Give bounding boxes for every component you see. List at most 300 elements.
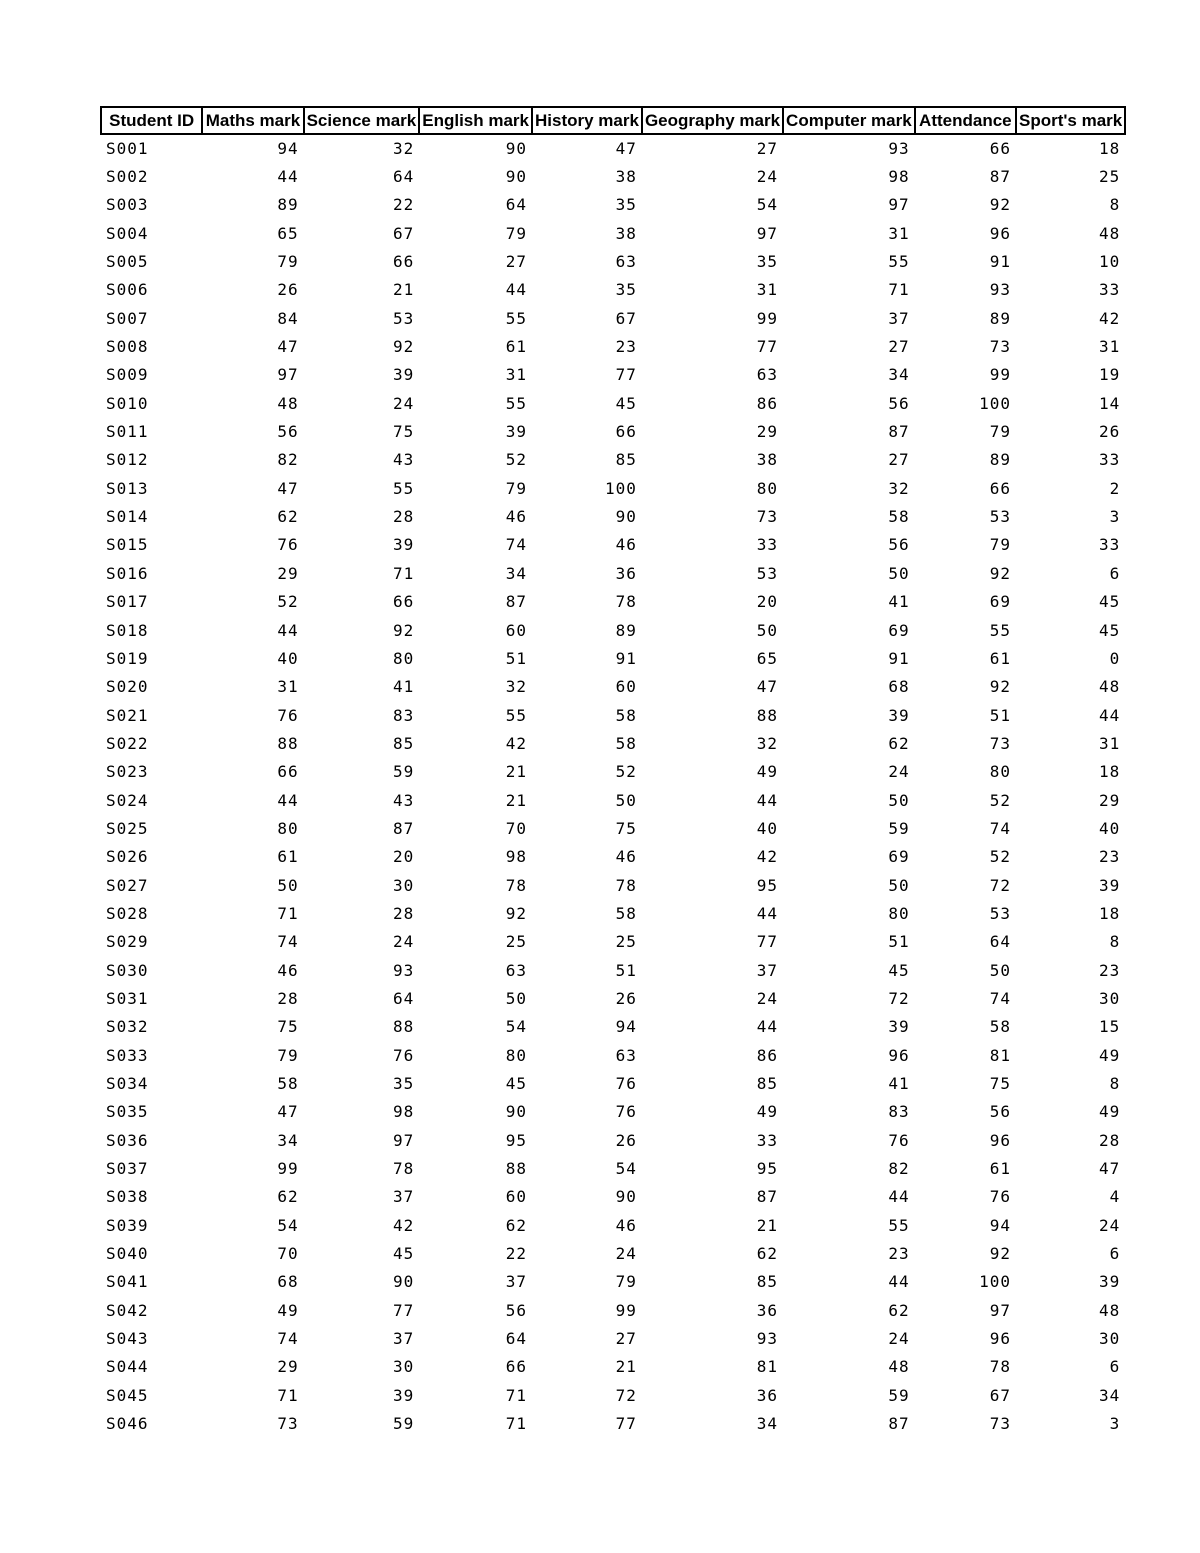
mark-cell: 60 bbox=[505, 1187, 527, 1207]
mark-cell: 48 bbox=[888, 1357, 910, 1377]
mark-cell: 77 bbox=[756, 337, 779, 357]
mark-cell: 44 bbox=[756, 790, 779, 810]
student-id-cell: S011 bbox=[106, 422, 149, 442]
student-marks-table bbox=[100, 106, 1126, 1438]
table-row bbox=[101, 247, 1125, 275]
mark-cell: 93 bbox=[888, 139, 910, 159]
table-row bbox=[101, 1268, 1125, 1296]
mark-cell: 43 bbox=[392, 450, 415, 470]
mark-cell: 67 bbox=[615, 308, 637, 328]
mark-cell: 59 bbox=[392, 1414, 415, 1434]
mark-cell: 80 bbox=[392, 648, 415, 668]
mark-cell: 21 bbox=[615, 1357, 637, 1377]
mark-cell: 29 bbox=[1098, 790, 1121, 810]
mark-cell: 53 bbox=[756, 563, 779, 583]
mark-cell: 78 bbox=[615, 592, 637, 612]
mark-cell: 76 bbox=[277, 535, 299, 555]
mark-cell: 44 bbox=[277, 620, 299, 640]
mark-cell: 56 bbox=[888, 535, 910, 555]
mark-cell: 93 bbox=[989, 280, 1011, 300]
mark-cell: 47 bbox=[277, 337, 299, 357]
student-id-cell: S006 bbox=[106, 280, 149, 300]
english-mark-header: English mark bbox=[419, 107, 532, 134]
mark-cell: 87 bbox=[989, 167, 1011, 187]
mark-cell: 69 bbox=[888, 620, 910, 640]
mark-cell: 49 bbox=[1098, 1045, 1121, 1065]
mark-cell: 75 bbox=[392, 422, 415, 442]
mark-cell: 40 bbox=[756, 818, 779, 838]
mark-cell: 93 bbox=[392, 960, 415, 980]
mark-cell: 54 bbox=[756, 195, 779, 215]
mark-cell: 86 bbox=[756, 1045, 779, 1065]
mark-cell: 62 bbox=[888, 733, 910, 753]
mark-cell: 33 bbox=[1098, 280, 1121, 300]
mark-cell: 25 bbox=[615, 932, 637, 952]
mark-cell: 45 bbox=[1098, 592, 1121, 612]
mark-cell: 80 bbox=[277, 818, 299, 838]
student-id-cell: S036 bbox=[106, 1130, 149, 1150]
mark-cell: 6 bbox=[1109, 563, 1121, 583]
mark-cell: 3 bbox=[1109, 1414, 1121, 1434]
student-id-cell: S037 bbox=[106, 1159, 149, 1179]
mark-cell: 72 bbox=[888, 988, 910, 1008]
mark-cell: 49 bbox=[756, 762, 779, 782]
student-id-cell: S008 bbox=[106, 337, 149, 357]
mark-cell: 50 bbox=[756, 620, 779, 640]
student-id-cell: S041 bbox=[106, 1272, 149, 1292]
mark-cell: 8 bbox=[1109, 932, 1121, 952]
mark-cell: 8 bbox=[1109, 1074, 1121, 1094]
mark-cell: 51 bbox=[615, 960, 637, 980]
mark-cell: 92 bbox=[505, 903, 527, 923]
mark-cell: 29 bbox=[277, 1357, 299, 1377]
mark-cell: 0 bbox=[1109, 648, 1121, 668]
mark-cell: 42 bbox=[756, 847, 779, 867]
mark-cell: 58 bbox=[989, 1017, 1011, 1037]
mark-cell: 89 bbox=[615, 620, 637, 640]
mark-cell: 69 bbox=[989, 592, 1011, 612]
mark-cell: 95 bbox=[505, 1130, 527, 1150]
mark-cell: 46 bbox=[505, 507, 527, 527]
mark-cell: 55 bbox=[888, 252, 910, 272]
mark-cell: 50 bbox=[505, 988, 527, 1008]
mark-cell: 10 bbox=[1098, 252, 1121, 272]
table-row bbox=[101, 1154, 1125, 1182]
mark-cell: 43 bbox=[392, 790, 415, 810]
mark-cell: 30 bbox=[1098, 988, 1121, 1008]
mark-cell: 67 bbox=[392, 223, 415, 243]
mark-cell: 23 bbox=[888, 1244, 910, 1264]
mark-cell: 59 bbox=[888, 1385, 910, 1405]
mark-cell: 26 bbox=[615, 1130, 637, 1150]
table-row bbox=[101, 673, 1125, 701]
mark-cell: 41 bbox=[888, 592, 910, 612]
mark-cell: 94 bbox=[989, 1215, 1011, 1235]
mark-cell: 28 bbox=[277, 988, 299, 1008]
table-row bbox=[101, 899, 1125, 927]
mark-cell: 66 bbox=[989, 478, 1011, 498]
mark-cell: 37 bbox=[505, 1272, 527, 1292]
mark-cell: 24 bbox=[615, 1244, 637, 1264]
mark-cell: 35 bbox=[392, 1074, 415, 1094]
mark-cell: 18 bbox=[1098, 903, 1121, 923]
student-id-cell: S038 bbox=[106, 1187, 149, 1207]
mark-cell: 25 bbox=[1098, 167, 1121, 187]
mark-cell: 47 bbox=[277, 1102, 299, 1122]
mark-cell: 74 bbox=[277, 932, 299, 952]
mark-cell: 42 bbox=[1098, 308, 1121, 328]
mark-cell: 71 bbox=[277, 903, 299, 923]
table-row bbox=[101, 701, 1125, 729]
mark-cell: 63 bbox=[615, 1045, 637, 1065]
mark-cell: 27 bbox=[756, 139, 779, 159]
student-id-cell: S017 bbox=[106, 592, 149, 612]
sports-mark-header: Sport's mark bbox=[1016, 107, 1125, 134]
mark-cell: 71 bbox=[392, 563, 415, 583]
mark-cell: 21 bbox=[756, 1215, 779, 1235]
mark-cell: 39 bbox=[1098, 875, 1121, 895]
mark-cell: 24 bbox=[756, 167, 779, 187]
student-id-cell: S034 bbox=[106, 1074, 149, 1094]
mark-cell: 22 bbox=[505, 1244, 527, 1264]
table-row bbox=[101, 928, 1125, 956]
table-row bbox=[101, 332, 1125, 360]
mark-cell: 90 bbox=[505, 167, 527, 187]
mark-cell: 42 bbox=[392, 1215, 415, 1235]
mark-cell: 64 bbox=[392, 988, 415, 1008]
mark-cell: 37 bbox=[888, 308, 910, 328]
mark-cell: 31 bbox=[756, 280, 779, 300]
mark-cell: 37 bbox=[392, 1329, 415, 1349]
table-row bbox=[101, 361, 1125, 389]
mark-cell: 64 bbox=[989, 932, 1011, 952]
mark-cell: 34 bbox=[505, 563, 527, 583]
table-row bbox=[101, 502, 1125, 530]
table-row bbox=[101, 1409, 1125, 1437]
mark-cell: 61 bbox=[277, 847, 299, 867]
mark-cell: 80 bbox=[888, 903, 910, 923]
student-id-cell: S021 bbox=[106, 705, 149, 725]
mark-cell: 53 bbox=[989, 507, 1011, 527]
mark-cell: 69 bbox=[888, 847, 910, 867]
mark-cell: 23 bbox=[615, 337, 637, 357]
mark-cell: 39 bbox=[392, 365, 415, 385]
mark-cell: 55 bbox=[505, 705, 527, 725]
mark-cell: 48 bbox=[1098, 1300, 1121, 1320]
mark-cell: 76 bbox=[888, 1130, 910, 1150]
mark-cell: 78 bbox=[505, 875, 527, 895]
student-id-cell: S016 bbox=[106, 563, 149, 583]
mark-cell: 26 bbox=[277, 280, 299, 300]
mark-cell: 65 bbox=[756, 648, 779, 668]
mark-cell: 87 bbox=[756, 1187, 779, 1207]
mark-cell: 39 bbox=[888, 1017, 910, 1037]
mark-cell: 45 bbox=[1098, 620, 1121, 640]
mark-cell: 83 bbox=[392, 705, 415, 725]
mark-cell: 33 bbox=[1098, 450, 1121, 470]
mark-cell: 32 bbox=[505, 677, 527, 697]
mark-cell: 44 bbox=[756, 1017, 779, 1037]
mark-cell: 72 bbox=[615, 1385, 637, 1405]
mark-cell: 84 bbox=[277, 308, 299, 328]
mark-cell: 74 bbox=[505, 535, 527, 555]
student-id-cell: S027 bbox=[106, 875, 149, 895]
mark-cell: 63 bbox=[756, 365, 779, 385]
student-id-cell: S026 bbox=[106, 847, 149, 867]
mark-cell: 47 bbox=[277, 478, 299, 498]
mark-cell: 79 bbox=[277, 1045, 299, 1065]
mark-cell: 64 bbox=[392, 167, 415, 187]
table-row bbox=[101, 984, 1125, 1012]
student-id-cell: S042 bbox=[106, 1300, 149, 1320]
student-id-cell: S009 bbox=[106, 365, 149, 385]
table-row bbox=[101, 843, 1125, 871]
table-row bbox=[101, 417, 1125, 445]
mark-cell: 26 bbox=[1098, 422, 1121, 442]
mark-cell: 62 bbox=[505, 1215, 527, 1235]
mark-cell: 85 bbox=[615, 450, 637, 470]
mark-cell: 48 bbox=[1098, 223, 1121, 243]
mark-cell: 73 bbox=[277, 1414, 299, 1434]
mark-cell: 48 bbox=[277, 393, 299, 413]
student-id-cell: S014 bbox=[106, 507, 149, 527]
mark-cell: 76 bbox=[615, 1102, 637, 1122]
mark-cell: 65 bbox=[277, 223, 299, 243]
mark-cell: 97 bbox=[277, 365, 299, 385]
mark-cell: 36 bbox=[756, 1300, 779, 1320]
table-body bbox=[101, 134, 1125, 1438]
mark-cell: 98 bbox=[505, 847, 527, 867]
mark-cell: 71 bbox=[277, 1385, 299, 1405]
mark-cell: 22 bbox=[392, 195, 415, 215]
mark-cell: 66 bbox=[277, 762, 299, 782]
mark-cell: 56 bbox=[505, 1300, 527, 1320]
science-mark-header: Science mark bbox=[304, 107, 420, 134]
mark-cell: 90 bbox=[505, 1102, 527, 1122]
student-id-cell: S020 bbox=[106, 677, 149, 697]
mark-cell: 4 bbox=[1109, 1187, 1121, 1207]
student-id-cell: S023 bbox=[106, 762, 149, 782]
mark-cell: 32 bbox=[888, 478, 910, 498]
mark-cell: 54 bbox=[277, 1215, 299, 1235]
mark-cell: 80 bbox=[989, 762, 1011, 782]
mark-cell: 61 bbox=[505, 337, 527, 357]
maths-mark-header: Maths mark bbox=[202, 107, 303, 134]
table-row bbox=[101, 1211, 1125, 1239]
mark-cell: 21 bbox=[505, 762, 527, 782]
mark-cell: 76 bbox=[392, 1045, 415, 1065]
mark-cell: 25 bbox=[505, 932, 527, 952]
mark-cell: 34 bbox=[888, 365, 910, 385]
mark-cell: 60 bbox=[615, 677, 637, 697]
mark-cell: 58 bbox=[615, 705, 637, 725]
mark-cell: 50 bbox=[989, 960, 1011, 980]
mark-cell: 27 bbox=[888, 337, 910, 357]
table-row bbox=[101, 1239, 1125, 1267]
student-id-cell: S022 bbox=[106, 733, 149, 753]
mark-cell: 80 bbox=[505, 1045, 527, 1065]
mark-cell: 24 bbox=[392, 393, 415, 413]
mark-cell: 79 bbox=[505, 223, 527, 243]
mark-cell: 80 bbox=[756, 478, 779, 498]
mark-cell: 46 bbox=[615, 847, 637, 867]
mark-cell: 79 bbox=[277, 252, 299, 272]
mark-cell: 97 bbox=[756, 223, 779, 243]
mark-cell: 83 bbox=[888, 1102, 910, 1122]
mark-cell: 85 bbox=[392, 733, 415, 753]
mark-cell: 72 bbox=[989, 875, 1011, 895]
mark-cell: 99 bbox=[756, 308, 779, 328]
mark-cell: 8 bbox=[1109, 195, 1121, 215]
table-row bbox=[101, 871, 1125, 899]
mark-cell: 62 bbox=[277, 507, 299, 527]
mark-cell: 52 bbox=[615, 762, 637, 782]
mark-cell: 79 bbox=[989, 422, 1011, 442]
mark-cell: 23 bbox=[1098, 847, 1121, 867]
student-id-cell: S044 bbox=[106, 1357, 149, 1377]
student-id-cell: S018 bbox=[106, 620, 149, 640]
mark-cell: 96 bbox=[989, 1130, 1011, 1150]
table-row bbox=[101, 1098, 1125, 1126]
student-id-cell: S025 bbox=[106, 818, 149, 838]
mark-cell: 24 bbox=[756, 988, 779, 1008]
mark-cell: 51 bbox=[989, 705, 1011, 725]
mark-cell: 67 bbox=[989, 1385, 1011, 1405]
mark-cell: 100 bbox=[979, 1272, 1011, 1292]
table-row bbox=[101, 1069, 1125, 1097]
table-row bbox=[101, 531, 1125, 559]
mark-cell: 50 bbox=[888, 563, 910, 583]
table-row bbox=[101, 446, 1125, 474]
mark-cell: 30 bbox=[1098, 1329, 1121, 1349]
mark-cell: 38 bbox=[756, 450, 779, 470]
mark-cell: 68 bbox=[888, 677, 910, 697]
mark-cell: 27 bbox=[888, 450, 910, 470]
mark-cell: 99 bbox=[277, 1159, 299, 1179]
table-row bbox=[101, 559, 1125, 587]
table-row bbox=[101, 1353, 1125, 1381]
mark-cell: 96 bbox=[888, 1045, 910, 1065]
mark-cell: 55 bbox=[505, 393, 527, 413]
mark-cell: 45 bbox=[888, 960, 910, 980]
mark-cell: 50 bbox=[615, 790, 637, 810]
mark-cell: 76 bbox=[615, 1074, 637, 1094]
student-id-cell: S002 bbox=[106, 167, 149, 187]
mark-cell: 23 bbox=[1098, 960, 1121, 980]
mark-cell: 87 bbox=[888, 422, 910, 442]
mark-cell: 56 bbox=[989, 1102, 1011, 1122]
table-row bbox=[101, 134, 1125, 162]
mark-cell: 49 bbox=[1098, 1102, 1121, 1122]
mark-cell: 44 bbox=[888, 1272, 910, 1292]
mark-cell: 36 bbox=[615, 563, 637, 583]
mark-cell: 28 bbox=[392, 507, 415, 527]
mark-cell: 49 bbox=[277, 1300, 299, 1320]
mark-cell: 99 bbox=[989, 365, 1011, 385]
student-id-cell: S015 bbox=[106, 535, 149, 555]
mark-cell: 31 bbox=[505, 365, 527, 385]
mark-cell: 24 bbox=[888, 762, 910, 782]
mark-cell: 66 bbox=[615, 422, 637, 442]
mark-cell: 73 bbox=[989, 733, 1011, 753]
mark-cell: 44 bbox=[277, 167, 299, 187]
student-id-cell: S046 bbox=[106, 1414, 149, 1434]
mark-cell: 35 bbox=[756, 252, 779, 272]
mark-cell: 3 bbox=[1109, 507, 1121, 527]
mark-cell: 46 bbox=[277, 960, 299, 980]
student-id-cell: S039 bbox=[106, 1215, 149, 1235]
mark-cell: 92 bbox=[392, 620, 415, 640]
table-row bbox=[101, 389, 1125, 417]
mark-cell: 35 bbox=[615, 280, 637, 300]
mark-cell: 77 bbox=[756, 932, 779, 952]
mark-cell: 61 bbox=[989, 1159, 1011, 1179]
mark-cell: 58 bbox=[615, 903, 637, 923]
mark-cell: 99 bbox=[615, 1300, 637, 1320]
table-row bbox=[101, 1324, 1125, 1352]
mark-cell: 33 bbox=[756, 1130, 779, 1150]
mark-cell: 44 bbox=[1098, 705, 1121, 725]
mark-cell: 42 bbox=[505, 733, 527, 753]
mark-cell: 90 bbox=[392, 1272, 415, 1292]
mark-cell: 73 bbox=[989, 337, 1011, 357]
mark-cell: 63 bbox=[615, 252, 637, 272]
table-row bbox=[101, 1296, 1125, 1324]
mark-cell: 79 bbox=[615, 1272, 637, 1292]
mark-cell: 81 bbox=[756, 1357, 779, 1377]
mark-cell: 70 bbox=[277, 1244, 299, 1264]
mark-cell: 33 bbox=[1098, 535, 1121, 555]
table-row bbox=[101, 644, 1125, 672]
mark-cell: 44 bbox=[756, 903, 779, 923]
mark-cell: 77 bbox=[615, 1414, 637, 1434]
mark-cell: 76 bbox=[277, 705, 299, 725]
table-row bbox=[101, 1041, 1125, 1069]
header-row bbox=[101, 107, 1125, 134]
student-id-cell: S004 bbox=[106, 223, 149, 243]
student-id-cell: S033 bbox=[106, 1045, 149, 1065]
mark-cell: 32 bbox=[392, 139, 415, 159]
student-id-cell: S028 bbox=[106, 903, 149, 923]
mark-cell: 90 bbox=[615, 1187, 637, 1207]
mark-cell: 44 bbox=[277, 790, 299, 810]
mark-cell: 87 bbox=[505, 592, 527, 612]
mark-cell: 27 bbox=[505, 252, 527, 272]
mark-cell: 2 bbox=[1109, 478, 1121, 498]
mark-cell: 24 bbox=[1098, 1215, 1121, 1235]
mark-cell: 46 bbox=[615, 535, 637, 555]
mark-cell: 52 bbox=[505, 450, 527, 470]
mark-cell: 74 bbox=[989, 988, 1011, 1008]
mark-cell: 71 bbox=[888, 280, 910, 300]
mark-cell: 64 bbox=[505, 1329, 527, 1349]
mark-cell: 24 bbox=[392, 932, 415, 952]
mark-cell: 50 bbox=[888, 875, 910, 895]
student-id-cell: S029 bbox=[106, 932, 149, 952]
mark-cell: 29 bbox=[277, 563, 299, 583]
mark-cell: 24 bbox=[888, 1329, 910, 1349]
mark-cell: 91 bbox=[989, 252, 1011, 272]
mark-cell: 29 bbox=[756, 422, 779, 442]
mark-cell: 55 bbox=[505, 308, 527, 328]
mark-cell: 92 bbox=[392, 337, 415, 357]
mark-cell: 98 bbox=[888, 167, 910, 187]
mark-cell: 37 bbox=[756, 960, 779, 980]
mark-cell: 75 bbox=[615, 818, 637, 838]
mark-cell: 39 bbox=[392, 1385, 415, 1405]
mark-cell: 44 bbox=[505, 280, 527, 300]
mark-cell: 78 bbox=[989, 1357, 1011, 1377]
